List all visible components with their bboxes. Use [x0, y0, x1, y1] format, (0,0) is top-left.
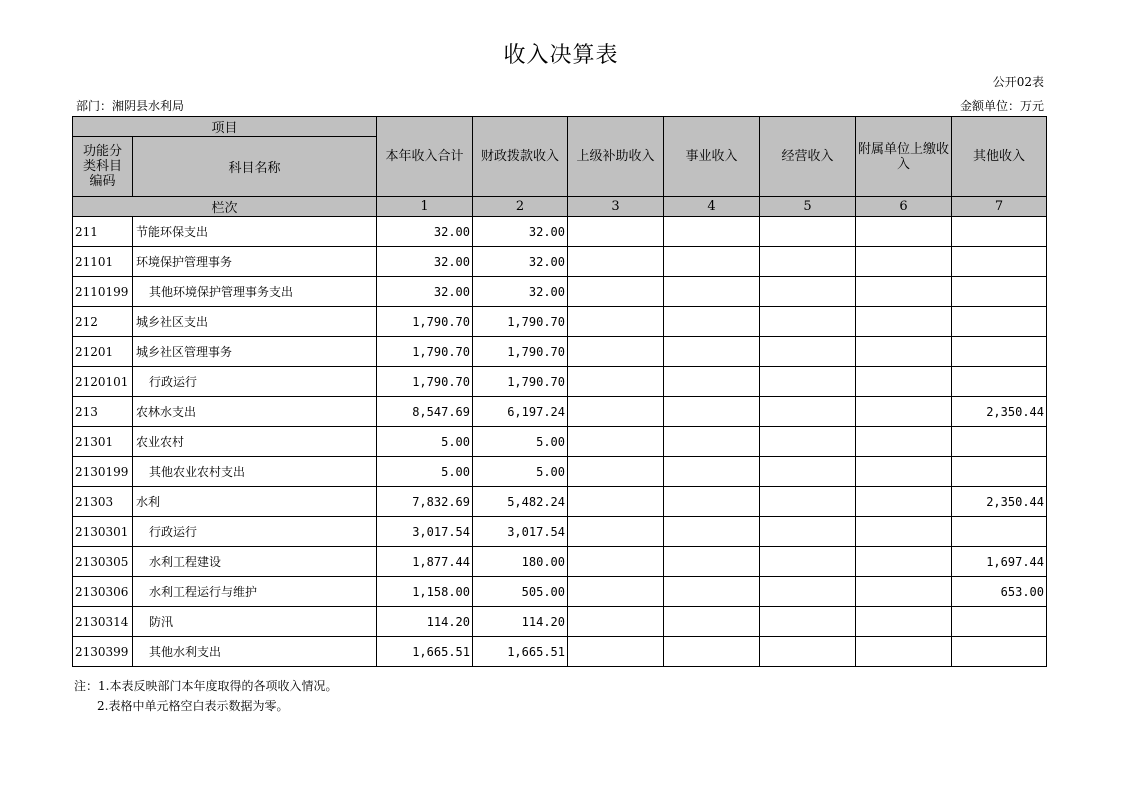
table-row: [73, 547, 1047, 577]
cell-operating: [760, 247, 856, 277]
cell-other: [952, 427, 1047, 457]
column-number: 4: [664, 197, 760, 217]
report-title: 收入决算表: [503, 43, 619, 68]
cell-business: [664, 517, 760, 547]
column-number: 2: [473, 197, 568, 217]
cell-operating: [760, 517, 856, 547]
cell-other: [952, 277, 1047, 307]
row-code: 2130305: [73, 547, 133, 577]
row-code: 2130306: [73, 577, 133, 607]
cell-superior-subsidy: [568, 367, 664, 397]
cell-superior-subsidy: [568, 247, 664, 277]
cell-affiliated: [856, 487, 952, 517]
cell-fiscal: 1,790.70: [473, 307, 568, 337]
cell-fiscal: 1,790.70: [473, 367, 568, 397]
table-row: [73, 517, 1047, 547]
cell-operating: [760, 487, 856, 517]
cell-fiscal: 1,790.70: [473, 337, 568, 367]
row-name: 农业农村: [133, 427, 377, 457]
cell-superior-subsidy: [568, 607, 664, 637]
table-row: [73, 367, 1047, 397]
cell-superior-subsidy: [568, 547, 664, 577]
cell-other: 2,350.44: [952, 397, 1047, 427]
cell-operating: [760, 367, 856, 397]
header-col-business: 事业收入: [664, 117, 760, 197]
row-name: 行政运行: [133, 517, 377, 547]
cell-business: [664, 577, 760, 607]
cell-total: 1,877.44: [377, 547, 473, 577]
row-code: 2130399: [73, 637, 133, 667]
cell-other: [952, 457, 1047, 487]
cell-other: 653.00: [952, 577, 1047, 607]
table-row: [73, 307, 1047, 337]
cell-fiscal: 1,665.51: [473, 637, 568, 667]
footnote-1: 注：1.本表反映部门本年度取得的各项收入情况。: [74, 679, 338, 693]
cell-operating: [760, 457, 856, 487]
cell-operating: [760, 577, 856, 607]
cell-business: [664, 637, 760, 667]
cell-total: 5.00: [377, 427, 473, 457]
cell-affiliated: [856, 217, 952, 247]
row-name: 水利工程运行与维护: [133, 577, 377, 607]
cell-total: 32.00: [377, 277, 473, 307]
cell-operating: [760, 337, 856, 367]
cell-affiliated: [856, 457, 952, 487]
cell-other: 1,697.44: [952, 547, 1047, 577]
cell-business: [664, 457, 760, 487]
table-row: [73, 277, 1047, 307]
header-subject-name: 科目名称: [133, 137, 377, 197]
cell-affiliated: [856, 367, 952, 397]
cell-superior-subsidy: [568, 427, 664, 457]
row-code: 2130199: [73, 457, 133, 487]
row-code: 212: [73, 307, 133, 337]
department-label: 部门：湘阴县水利局: [76, 99, 185, 113]
cell-total: 5.00: [377, 457, 473, 487]
cell-affiliated: [856, 637, 952, 667]
cell-fiscal: 3,017.54: [473, 517, 568, 547]
cell-business: [664, 337, 760, 367]
cell-other: [952, 307, 1047, 337]
column-number: 3: [568, 197, 664, 217]
table-row: [73, 337, 1047, 367]
cell-fiscal: 5,482.24: [473, 487, 568, 517]
cell-other: [952, 247, 1047, 277]
cell-superior-subsidy: [568, 577, 664, 607]
row-name: 其他水利支出: [133, 637, 377, 667]
cell-total: 1,790.70: [377, 367, 473, 397]
cell-other: [952, 517, 1047, 547]
cell-superior-subsidy: [568, 217, 664, 247]
cell-other: [952, 217, 1047, 247]
cell-affiliated: [856, 607, 952, 637]
cell-total: 7,832.69: [377, 487, 473, 517]
cell-business: [664, 247, 760, 277]
table-row: [73, 397, 1047, 427]
cell-business: [664, 607, 760, 637]
row-code: 2120101: [73, 367, 133, 397]
cell-business: [664, 367, 760, 397]
cell-superior-subsidy: [568, 277, 664, 307]
cell-business: [664, 217, 760, 247]
row-name: 行政运行: [133, 367, 377, 397]
header-col-operating: 经营收入: [760, 117, 856, 197]
cell-affiliated: [856, 247, 952, 277]
cell-superior-subsidy: [568, 487, 664, 517]
cell-total: 32.00: [377, 247, 473, 277]
cell-business: [664, 397, 760, 427]
row-name: 环境保护管理事务: [133, 247, 377, 277]
cell-superior-subsidy: [568, 637, 664, 667]
header-col-superior-subsidy: 上级补助收入: [568, 117, 664, 197]
table-row: [73, 457, 1047, 487]
cell-fiscal: 114.20: [473, 607, 568, 637]
row-code: 21301: [73, 427, 133, 457]
row-name: 其他环境保护管理事务支出: [133, 277, 377, 307]
header-col-other: 其他收入: [952, 117, 1047, 197]
income-table: [72, 116, 1047, 667]
table-row: [73, 577, 1047, 607]
table-row: [73, 487, 1047, 517]
cell-affiliated: [856, 427, 952, 457]
row-name: 节能环保支出: [133, 217, 377, 247]
cell-operating: [760, 427, 856, 457]
footnotes: [74, 676, 337, 716]
cell-operating: [760, 637, 856, 667]
cell-superior-subsidy: [568, 457, 664, 487]
header-item: 项目: [73, 117, 377, 137]
row-name: 防汛: [133, 607, 377, 637]
cell-operating: [760, 397, 856, 427]
cell-fiscal: 32.00: [473, 217, 568, 247]
cell-fiscal: 505.00: [473, 577, 568, 607]
cell-business: [664, 307, 760, 337]
row-code: 2130314: [73, 607, 133, 637]
cell-superior-subsidy: [568, 307, 664, 337]
cell-total: 32.00: [377, 217, 473, 247]
cell-total: 114.20: [377, 607, 473, 637]
cell-affiliated: [856, 397, 952, 427]
cell-fiscal: 32.00: [473, 247, 568, 277]
row-code: 213: [73, 397, 133, 427]
cell-fiscal: 32.00: [473, 277, 568, 307]
row-name: 水利工程建设: [133, 547, 377, 577]
column-number: 1: [377, 197, 473, 217]
cell-affiliated: [856, 577, 952, 607]
amount-unit-label: 金额单位：万元: [959, 99, 1044, 113]
cell-affiliated: [856, 307, 952, 337]
row-code: 2110199: [73, 277, 133, 307]
cell-affiliated: [856, 547, 952, 577]
cell-superior-subsidy: [568, 397, 664, 427]
column-number: 6: [856, 197, 952, 217]
cell-affiliated: [856, 337, 952, 367]
cell-operating: [760, 217, 856, 247]
row-code: 21101: [73, 247, 133, 277]
row-name: 水利: [133, 487, 377, 517]
cell-business: [664, 487, 760, 517]
cell-total: 3,017.54: [377, 517, 473, 547]
cell-operating: [760, 277, 856, 307]
row-name: 城乡社区管理事务: [133, 337, 377, 367]
header-func-code: 功能分类科目编码: [73, 137, 133, 197]
cell-total: 1,158.00: [377, 577, 473, 607]
header-col-affiliated: 附属单位上缴收入: [856, 117, 952, 197]
cell-business: [664, 427, 760, 457]
cell-fiscal: 180.00: [473, 547, 568, 577]
cell-affiliated: [856, 277, 952, 307]
cell-operating: [760, 607, 856, 637]
cell-superior-subsidy: [568, 337, 664, 367]
cell-business: [664, 277, 760, 307]
cell-fiscal: 5.00: [473, 427, 568, 457]
cell-business: [664, 547, 760, 577]
cell-other: 2,350.44: [952, 487, 1047, 517]
row-code: 211: [73, 217, 133, 247]
cell-operating: [760, 547, 856, 577]
cell-other: [952, 607, 1047, 637]
table-row: [73, 247, 1047, 277]
header-row-index: 栏次: [73, 197, 377, 217]
cell-total: 1,665.51: [377, 637, 473, 667]
cell-operating: [760, 307, 856, 337]
cell-total: 8,547.69: [377, 397, 473, 427]
header-col-total: 本年收入合计: [377, 117, 473, 197]
cell-other: [952, 337, 1047, 367]
cell-affiliated: [856, 517, 952, 547]
table-row: [73, 217, 1047, 247]
cell-total: 1,790.70: [377, 307, 473, 337]
form-number: 公开02表: [992, 75, 1044, 89]
table-row: [73, 427, 1047, 457]
column-number: 5: [760, 197, 856, 217]
header-col-fiscal: 财政拨款收入: [473, 117, 568, 197]
cell-total: 1,790.70: [377, 337, 473, 367]
footnote-2: 2.表格中单元格空白表示数据为零。: [97, 699, 289, 713]
row-name: 农林水支出: [133, 397, 377, 427]
cell-other: [952, 367, 1047, 397]
cell-other: [952, 637, 1047, 667]
column-number: 7: [952, 197, 1047, 217]
row-code: 21303: [73, 487, 133, 517]
table-row: [73, 637, 1047, 667]
row-code: 2130301: [73, 517, 133, 547]
cell-fiscal: 6,197.24: [473, 397, 568, 427]
row-name: 其他农业农村支出: [133, 457, 377, 487]
cell-fiscal: 5.00: [473, 457, 568, 487]
table-row: [73, 607, 1047, 637]
cell-superior-subsidy: [568, 517, 664, 547]
row-code: 21201: [73, 337, 133, 367]
row-name: 城乡社区支出: [133, 307, 377, 337]
